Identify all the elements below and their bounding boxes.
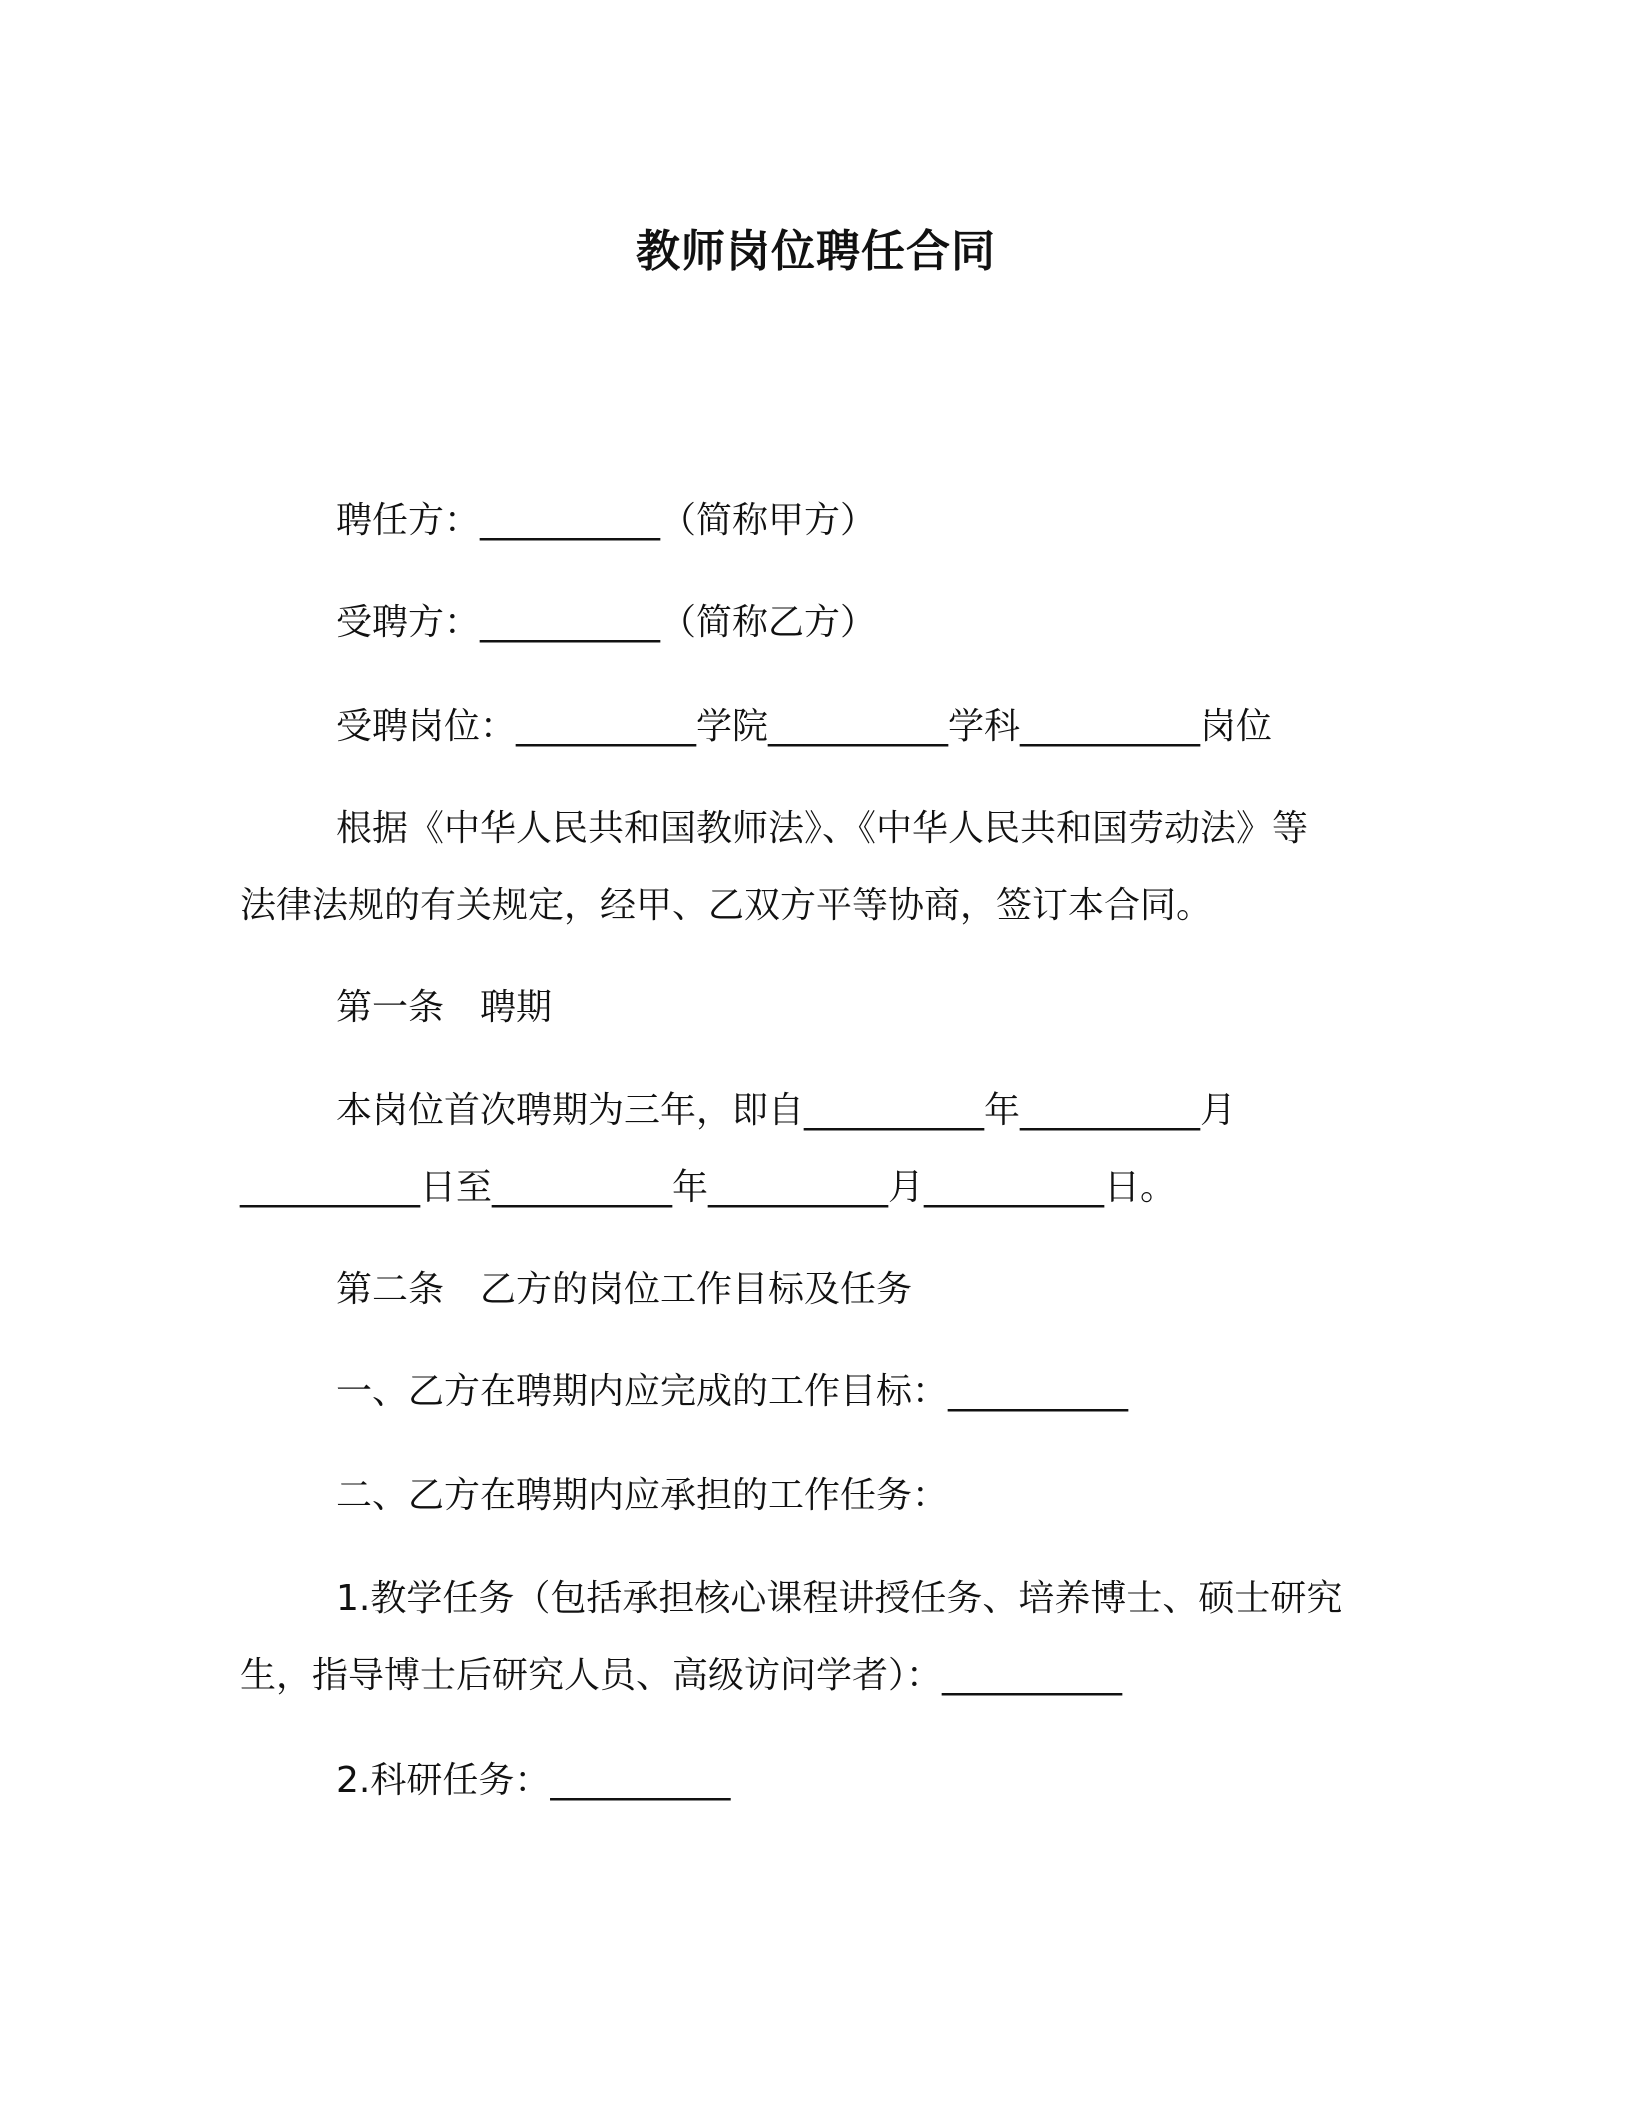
- article-two-heading: 第二条 乙方的岗位工作目标及任务: [336, 1269, 913, 1310]
- document-title: 教师岗位聘任合同: [636, 226, 996, 277]
- research-task-line: 2.科研任务：__________: [336, 1760, 731, 1801]
- basis-paragraph-line-1: 根据《中华人民共和国教师法》、《中华人民共和国劳动法》等: [336, 808, 1309, 849]
- teaching-task-line-1: 1.教学任务（包括承担核心课程讲授任务、培养博士、硕士研究: [336, 1578, 1343, 1619]
- work-goal-line: 一、乙方在聘期内应完成的工作目标：__________: [336, 1371, 1129, 1412]
- teaching-task-line-2: 生，指导博士后研究人员、高级访问学者）：__________: [240, 1655, 1123, 1696]
- employee-line: 受聘方：__________（简称乙方）: [336, 602, 877, 643]
- term-line-2: __________日至__________年__________月__________日。: [240, 1167, 1176, 1208]
- article-one-heading: 第一条 聘期: [336, 987, 553, 1028]
- employer-line: 聘任方：__________（简称甲方）: [336, 500, 877, 541]
- work-tasks-line: 二、乙方在聘期内应承担的工作任务：: [336, 1475, 949, 1516]
- position-line: 受聘岗位：__________学院__________学科__________岗位: [336, 706, 1273, 747]
- basis-paragraph-line-2: 法律法规的有关规定，经甲、乙双方平等协商，签订本合同。: [240, 885, 1213, 926]
- term-line-1: 本岗位首次聘期为三年，即自__________年__________月: [336, 1090, 1237, 1131]
